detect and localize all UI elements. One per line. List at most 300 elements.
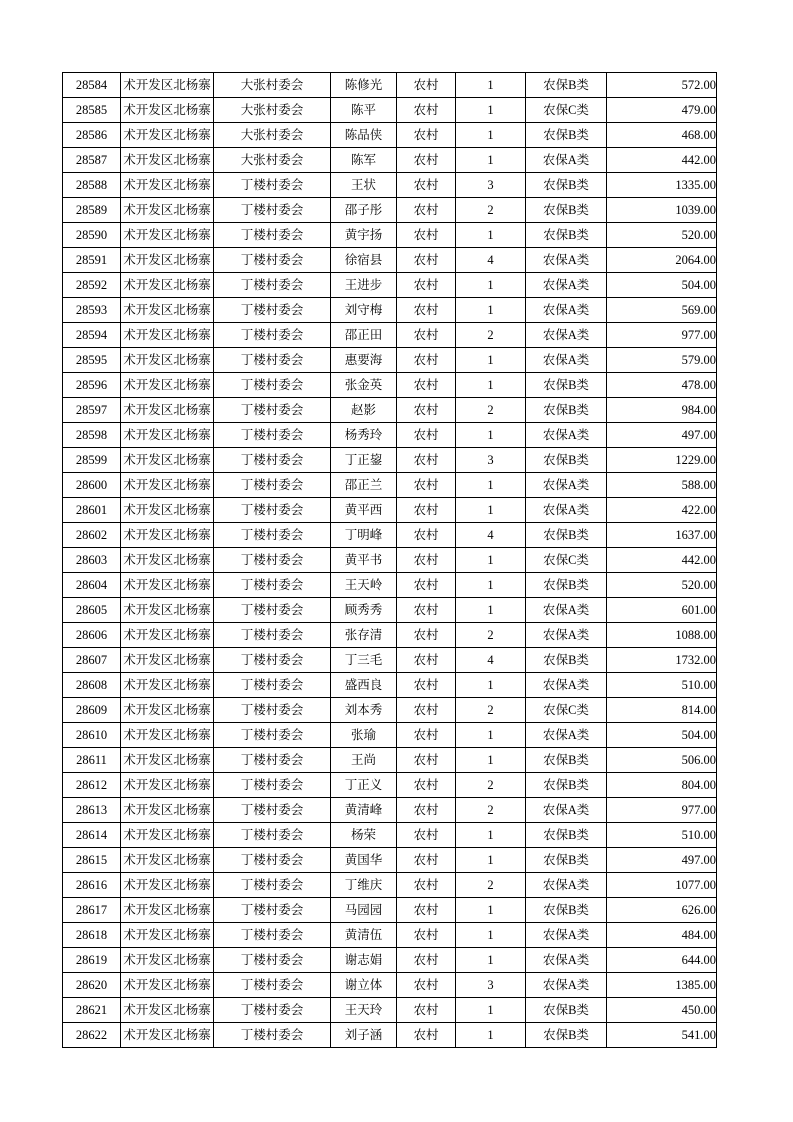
cell-district: 术开发区北杨寨 xyxy=(121,348,214,373)
cell-insurance-category: 农保B类 xyxy=(526,523,607,548)
cell-insurance-category: 农保B类 xyxy=(526,198,607,223)
cell-person-count: 1 xyxy=(456,598,526,623)
cell-record-id: 28599 xyxy=(63,448,121,473)
cell-insurance-category: 农保C类 xyxy=(526,698,607,723)
cell-village-committee: 丁楼村委会 xyxy=(214,923,331,948)
cell-household-type: 农村 xyxy=(397,923,456,948)
cell-household-type: 农村 xyxy=(397,723,456,748)
cell-person-count: 1 xyxy=(456,223,526,248)
cell-household-type: 农村 xyxy=(397,998,456,1023)
cell-person-count: 1 xyxy=(456,673,526,698)
cell-household-type: 农村 xyxy=(397,648,456,673)
cell-amount: 804.00 xyxy=(607,773,717,798)
cell-amount: 510.00 xyxy=(607,823,717,848)
cell-person-name: 马园园 xyxy=(331,898,397,923)
cell-insurance-category: 农保A类 xyxy=(526,598,607,623)
cell-record-id: 28610 xyxy=(63,723,121,748)
cell-amount: 450.00 xyxy=(607,998,717,1023)
cell-record-id: 28590 xyxy=(63,223,121,248)
cell-household-type: 农村 xyxy=(397,198,456,223)
cell-village-committee: 丁楼村委会 xyxy=(214,223,331,248)
cell-amount: 1229.00 xyxy=(607,448,717,473)
cell-person-count: 3 xyxy=(456,173,526,198)
cell-village-committee: 丁楼村委会 xyxy=(214,548,331,573)
cell-person-name: 黄国华 xyxy=(331,848,397,873)
cell-person-count: 1 xyxy=(456,498,526,523)
cell-village-committee: 丁楼村委会 xyxy=(214,373,331,398)
table-row xyxy=(63,98,717,123)
cell-person-count: 1 xyxy=(456,348,526,373)
cell-district: 术开发区北杨寨 xyxy=(121,723,214,748)
cell-person-count: 1 xyxy=(456,73,526,98)
insurance-records-table xyxy=(62,72,717,1048)
table-row xyxy=(63,473,717,498)
cell-household-type: 农村 xyxy=(397,173,456,198)
table-row xyxy=(63,198,717,223)
cell-insurance-category: 农保B类 xyxy=(526,223,607,248)
cell-person-name: 陈军 xyxy=(331,148,397,173)
cell-household-type: 农村 xyxy=(397,398,456,423)
cell-district: 术开发区北杨寨 xyxy=(121,323,214,348)
cell-insurance-category: 农保B类 xyxy=(526,398,607,423)
cell-amount: 1088.00 xyxy=(607,623,717,648)
cell-person-name: 赵影 xyxy=(331,398,397,423)
cell-district: 术开发区北杨寨 xyxy=(121,123,214,148)
cell-person-name: 徐宿县 xyxy=(331,248,397,273)
cell-insurance-category: 农保B类 xyxy=(526,773,607,798)
cell-person-count: 2 xyxy=(456,798,526,823)
table-row xyxy=(63,73,717,98)
cell-district: 术开发区北杨寨 xyxy=(121,98,214,123)
cell-village-committee: 丁楼村委会 xyxy=(214,798,331,823)
cell-person-count: 1 xyxy=(456,1023,526,1048)
cell-person-count: 1 xyxy=(456,898,526,923)
cell-person-name: 丁正鋆 xyxy=(331,448,397,473)
cell-record-id: 28593 xyxy=(63,298,121,323)
cell-district: 术开发区北杨寨 xyxy=(121,573,214,598)
cell-district: 术开发区北杨寨 xyxy=(121,598,214,623)
cell-person-name: 邵正田 xyxy=(331,323,397,348)
cell-district: 术开发区北杨寨 xyxy=(121,273,214,298)
cell-insurance-category: 农保B类 xyxy=(526,998,607,1023)
cell-person-name: 杨荣 xyxy=(331,823,397,848)
cell-district: 术开发区北杨寨 xyxy=(121,223,214,248)
cell-district: 术开发区北杨寨 xyxy=(121,373,214,398)
cell-household-type: 农村 xyxy=(397,573,456,598)
cell-record-id: 28595 xyxy=(63,348,121,373)
table-row xyxy=(63,348,717,373)
cell-household-type: 农村 xyxy=(397,523,456,548)
cell-village-committee: 丁楼村委会 xyxy=(214,648,331,673)
table-row xyxy=(63,823,717,848)
cell-village-committee: 丁楼村委会 xyxy=(214,848,331,873)
cell-person-name: 丁明峰 xyxy=(331,523,397,548)
table-row xyxy=(63,223,717,248)
cell-amount: 484.00 xyxy=(607,923,717,948)
cell-district: 术开发区北杨寨 xyxy=(121,973,214,998)
cell-record-id: 28589 xyxy=(63,198,121,223)
cell-record-id: 28603 xyxy=(63,548,121,573)
cell-amount: 442.00 xyxy=(607,548,717,573)
cell-district: 术开发区北杨寨 xyxy=(121,998,214,1023)
cell-insurance-category: 农保A类 xyxy=(526,298,607,323)
cell-insurance-category: 农保B类 xyxy=(526,848,607,873)
cell-household-type: 农村 xyxy=(397,148,456,173)
cell-person-count: 1 xyxy=(456,923,526,948)
cell-record-id: 28622 xyxy=(63,1023,121,1048)
cell-village-committee: 丁楼村委会 xyxy=(214,873,331,898)
cell-amount: 601.00 xyxy=(607,598,717,623)
cell-household-type: 农村 xyxy=(397,373,456,398)
cell-person-count: 2 xyxy=(456,698,526,723)
cell-village-committee: 丁楼村委会 xyxy=(214,823,331,848)
cell-record-id: 28597 xyxy=(63,398,121,423)
cell-person-count: 1 xyxy=(456,473,526,498)
cell-record-id: 28607 xyxy=(63,648,121,673)
cell-record-id: 28587 xyxy=(63,148,121,173)
table-row xyxy=(63,548,717,573)
cell-insurance-category: 农保B类 xyxy=(526,123,607,148)
cell-record-id: 28604 xyxy=(63,573,121,598)
cell-record-id: 28601 xyxy=(63,498,121,523)
table-row xyxy=(63,423,717,448)
table-row xyxy=(63,898,717,923)
cell-person-count: 1 xyxy=(456,748,526,773)
cell-person-name: 张瑜 xyxy=(331,723,397,748)
cell-district: 术开发区北杨寨 xyxy=(121,823,214,848)
cell-person-count: 1 xyxy=(456,723,526,748)
cell-household-type: 农村 xyxy=(397,773,456,798)
cell-person-count: 4 xyxy=(456,648,526,673)
cell-person-name: 丁正义 xyxy=(331,773,397,798)
cell-person-name: 邵正兰 xyxy=(331,473,397,498)
cell-household-type: 农村 xyxy=(397,673,456,698)
cell-village-committee: 大张村委会 xyxy=(214,148,331,173)
cell-person-count: 1 xyxy=(456,998,526,1023)
cell-district: 术开发区北杨寨 xyxy=(121,473,214,498)
cell-person-count: 2 xyxy=(456,398,526,423)
cell-insurance-category: 农保B类 xyxy=(526,373,607,398)
cell-record-id: 28613 xyxy=(63,798,121,823)
cell-person-count: 1 xyxy=(456,548,526,573)
table-row xyxy=(63,848,717,873)
cell-amount: 1077.00 xyxy=(607,873,717,898)
cell-amount: 541.00 xyxy=(607,1023,717,1048)
cell-village-committee: 丁楼村委会 xyxy=(214,623,331,648)
table-row xyxy=(63,648,717,673)
cell-household-type: 农村 xyxy=(397,623,456,648)
cell-record-id: 28621 xyxy=(63,998,121,1023)
cell-insurance-category: 农保B类 xyxy=(526,1023,607,1048)
table-row xyxy=(63,248,717,273)
cell-district: 术开发区北杨寨 xyxy=(121,873,214,898)
cell-amount: 1385.00 xyxy=(607,973,717,998)
cell-person-count: 1 xyxy=(456,298,526,323)
cell-record-id: 28619 xyxy=(63,948,121,973)
table-row xyxy=(63,998,717,1023)
cell-person-count: 4 xyxy=(456,523,526,548)
table-row xyxy=(63,798,717,823)
cell-person-count: 1 xyxy=(456,373,526,398)
cell-district: 术开发区北杨寨 xyxy=(121,248,214,273)
table-row xyxy=(63,173,717,198)
cell-household-type: 农村 xyxy=(397,748,456,773)
table-row xyxy=(63,298,717,323)
cell-insurance-category: 农保A类 xyxy=(526,498,607,523)
cell-district: 术开发区北杨寨 xyxy=(121,173,214,198)
cell-district: 术开发区北杨寨 xyxy=(121,923,214,948)
cell-amount: 1732.00 xyxy=(607,648,717,673)
cell-district: 术开发区北杨寨 xyxy=(121,448,214,473)
cell-district: 术开发区北杨寨 xyxy=(121,298,214,323)
cell-person-name: 顾秀秀 xyxy=(331,598,397,623)
cell-insurance-category: 农保B类 xyxy=(526,748,607,773)
cell-household-type: 农村 xyxy=(397,498,456,523)
cell-person-name: 丁维庆 xyxy=(331,873,397,898)
table-row xyxy=(63,498,717,523)
cell-insurance-category: 农保A类 xyxy=(526,673,607,698)
cell-insurance-category: 农保A类 xyxy=(526,473,607,498)
table-row xyxy=(63,723,717,748)
cell-household-type: 农村 xyxy=(397,348,456,373)
cell-person-name: 黄宇扬 xyxy=(331,223,397,248)
cell-district: 术开发区北杨寨 xyxy=(121,898,214,923)
cell-amount: 644.00 xyxy=(607,948,717,973)
cell-insurance-category: 农保A类 xyxy=(526,323,607,348)
cell-household-type: 农村 xyxy=(397,248,456,273)
table-row xyxy=(63,873,717,898)
cell-record-id: 28594 xyxy=(63,323,121,348)
cell-record-id: 28614 xyxy=(63,823,121,848)
cell-amount: 814.00 xyxy=(607,698,717,723)
cell-village-committee: 丁楼村委会 xyxy=(214,248,331,273)
table-row xyxy=(63,573,717,598)
cell-person-count: 2 xyxy=(456,773,526,798)
cell-household-type: 农村 xyxy=(397,223,456,248)
cell-household-type: 农村 xyxy=(397,448,456,473)
cell-village-committee: 丁楼村委会 xyxy=(214,198,331,223)
cell-person-count: 1 xyxy=(456,848,526,873)
cell-amount: 497.00 xyxy=(607,848,717,873)
cell-insurance-category: 农保A类 xyxy=(526,148,607,173)
cell-amount: 572.00 xyxy=(607,73,717,98)
cell-household-type: 农村 xyxy=(397,423,456,448)
cell-amount: 520.00 xyxy=(607,223,717,248)
cell-person-count: 1 xyxy=(456,148,526,173)
cell-district: 术开发区北杨寨 xyxy=(121,948,214,973)
cell-district: 术开发区北杨寨 xyxy=(121,648,214,673)
table-row xyxy=(63,748,717,773)
cell-person-name: 张存清 xyxy=(331,623,397,648)
cell-amount: 504.00 xyxy=(607,723,717,748)
cell-person-name: 王天玲 xyxy=(331,998,397,1023)
cell-person-count: 3 xyxy=(456,973,526,998)
cell-person-name: 陈修光 xyxy=(331,73,397,98)
cell-household-type: 农村 xyxy=(397,98,456,123)
cell-person-name: 邵子彤 xyxy=(331,198,397,223)
cell-insurance-category: 农保B类 xyxy=(526,648,607,673)
cell-household-type: 农村 xyxy=(397,1023,456,1048)
cell-household-type: 农村 xyxy=(397,123,456,148)
cell-insurance-category: 农保A类 xyxy=(526,973,607,998)
table-row xyxy=(63,448,717,473)
cell-record-id: 28584 xyxy=(63,73,121,98)
cell-record-id: 28615 xyxy=(63,848,121,873)
cell-village-committee: 丁楼村委会 xyxy=(214,723,331,748)
cell-record-id: 28620 xyxy=(63,973,121,998)
cell-person-name: 谢志娟 xyxy=(331,948,397,973)
cell-district: 术开发区北杨寨 xyxy=(121,773,214,798)
cell-household-type: 农村 xyxy=(397,548,456,573)
cell-person-name: 刘守梅 xyxy=(331,298,397,323)
cell-person-name: 王进步 xyxy=(331,273,397,298)
cell-district: 术开发区北杨寨 xyxy=(121,423,214,448)
cell-insurance-category: 农保B类 xyxy=(526,823,607,848)
cell-person-count: 2 xyxy=(456,323,526,348)
cell-household-type: 农村 xyxy=(397,298,456,323)
cell-village-committee: 丁楼村委会 xyxy=(214,973,331,998)
cell-person-name: 黄平西 xyxy=(331,498,397,523)
cell-village-committee: 丁楼村委会 xyxy=(214,448,331,473)
cell-village-committee: 丁楼村委会 xyxy=(214,423,331,448)
cell-amount: 497.00 xyxy=(607,423,717,448)
cell-amount: 626.00 xyxy=(607,898,717,923)
cell-record-id: 28592 xyxy=(63,273,121,298)
cell-insurance-category: 农保A类 xyxy=(526,248,607,273)
cell-household-type: 农村 xyxy=(397,848,456,873)
cell-district: 术开发区北杨寨 xyxy=(121,623,214,648)
cell-village-committee: 丁楼村委会 xyxy=(214,1023,331,1048)
cell-district: 术开发区北杨寨 xyxy=(121,523,214,548)
cell-amount: 506.00 xyxy=(607,748,717,773)
cell-amount: 2064.00 xyxy=(607,248,717,273)
cell-village-committee: 大张村委会 xyxy=(214,123,331,148)
cell-village-committee: 丁楼村委会 xyxy=(214,298,331,323)
cell-village-committee: 丁楼村委会 xyxy=(214,348,331,373)
cell-insurance-category: 农保A类 xyxy=(526,423,607,448)
cell-insurance-category: 农保A类 xyxy=(526,623,607,648)
cell-person-name: 黄清伍 xyxy=(331,923,397,948)
cell-insurance-category: 农保A类 xyxy=(526,723,607,748)
cell-village-committee: 丁楼村委会 xyxy=(214,173,331,198)
cell-amount: 569.00 xyxy=(607,298,717,323)
cell-household-type: 农村 xyxy=(397,473,456,498)
cell-household-type: 农村 xyxy=(397,898,456,923)
cell-person-count: 2 xyxy=(456,198,526,223)
table-row xyxy=(63,623,717,648)
cell-person-name: 刘子涵 xyxy=(331,1023,397,1048)
cell-record-id: 28606 xyxy=(63,623,121,648)
cell-household-type: 农村 xyxy=(397,948,456,973)
table-row xyxy=(63,973,717,998)
cell-district: 术开发区北杨寨 xyxy=(121,848,214,873)
table-row xyxy=(63,398,717,423)
cell-household-type: 农村 xyxy=(397,973,456,998)
cell-person-name: 王状 xyxy=(331,173,397,198)
cell-district: 术开发区北杨寨 xyxy=(121,148,214,173)
cell-district: 术开发区北杨寨 xyxy=(121,198,214,223)
cell-amount: 977.00 xyxy=(607,798,717,823)
table-row xyxy=(63,948,717,973)
cell-household-type: 农村 xyxy=(397,73,456,98)
cell-amount: 520.00 xyxy=(607,573,717,598)
cell-household-type: 农村 xyxy=(397,798,456,823)
cell-person-name: 王尚 xyxy=(331,748,397,773)
cell-insurance-category: 农保A类 xyxy=(526,348,607,373)
cell-village-committee: 大张村委会 xyxy=(214,98,331,123)
cell-amount: 479.00 xyxy=(607,98,717,123)
cell-record-id: 28600 xyxy=(63,473,121,498)
cell-village-committee: 丁楼村委会 xyxy=(214,698,331,723)
cell-district: 术开发区北杨寨 xyxy=(121,548,214,573)
table-row xyxy=(63,123,717,148)
table-row xyxy=(63,523,717,548)
cell-amount: 422.00 xyxy=(607,498,717,523)
table-row xyxy=(63,273,717,298)
table-row xyxy=(63,698,717,723)
table-row xyxy=(63,923,717,948)
cell-amount: 579.00 xyxy=(607,348,717,373)
cell-village-committee: 丁楼村委会 xyxy=(214,498,331,523)
cell-insurance-category: 农保C类 xyxy=(526,548,607,573)
cell-household-type: 农村 xyxy=(397,823,456,848)
cell-record-id: 28602 xyxy=(63,523,121,548)
cell-insurance-category: 农保B类 xyxy=(526,173,607,198)
cell-record-id: 28618 xyxy=(63,923,121,948)
cell-household-type: 农村 xyxy=(397,598,456,623)
cell-record-id: 28609 xyxy=(63,698,121,723)
cell-person-count: 2 xyxy=(456,623,526,648)
cell-amount: 510.00 xyxy=(607,673,717,698)
cell-insurance-category: 农保A类 xyxy=(526,873,607,898)
table-body xyxy=(63,73,717,1048)
cell-person-count: 1 xyxy=(456,573,526,598)
cell-village-committee: 丁楼村委会 xyxy=(214,673,331,698)
cell-record-id: 28588 xyxy=(63,173,121,198)
cell-record-id: 28586 xyxy=(63,123,121,148)
cell-district: 术开发区北杨寨 xyxy=(121,73,214,98)
cell-village-committee: 丁楼村委会 xyxy=(214,898,331,923)
cell-village-committee: 丁楼村委会 xyxy=(214,323,331,348)
cell-amount: 504.00 xyxy=(607,273,717,298)
cell-household-type: 农村 xyxy=(397,873,456,898)
cell-district: 术开发区北杨寨 xyxy=(121,748,214,773)
table-row xyxy=(63,1023,717,1048)
cell-village-committee: 大张村委会 xyxy=(214,73,331,98)
cell-district: 术开发区北杨寨 xyxy=(121,1023,214,1048)
cell-person-name: 陈品侠 xyxy=(331,123,397,148)
cell-district: 术开发区北杨寨 xyxy=(121,698,214,723)
cell-person-name: 张金英 xyxy=(331,373,397,398)
cell-insurance-category: 农保B类 xyxy=(526,573,607,598)
cell-village-committee: 丁楼村委会 xyxy=(214,773,331,798)
cell-insurance-category: 农保C类 xyxy=(526,98,607,123)
cell-village-committee: 丁楼村委会 xyxy=(214,273,331,298)
table-row xyxy=(63,673,717,698)
table-row xyxy=(63,598,717,623)
cell-person-count: 2 xyxy=(456,873,526,898)
table-row xyxy=(63,773,717,798)
cell-person-count: 1 xyxy=(456,948,526,973)
cell-village-committee: 丁楼村委会 xyxy=(214,473,331,498)
cell-record-id: 28617 xyxy=(63,898,121,923)
cell-record-id: 28596 xyxy=(63,373,121,398)
cell-insurance-category: 农保A类 xyxy=(526,948,607,973)
cell-record-id: 28605 xyxy=(63,598,121,623)
cell-person-name: 陈平 xyxy=(331,98,397,123)
cell-person-name: 盛西良 xyxy=(331,673,397,698)
cell-village-committee: 丁楼村委会 xyxy=(214,523,331,548)
